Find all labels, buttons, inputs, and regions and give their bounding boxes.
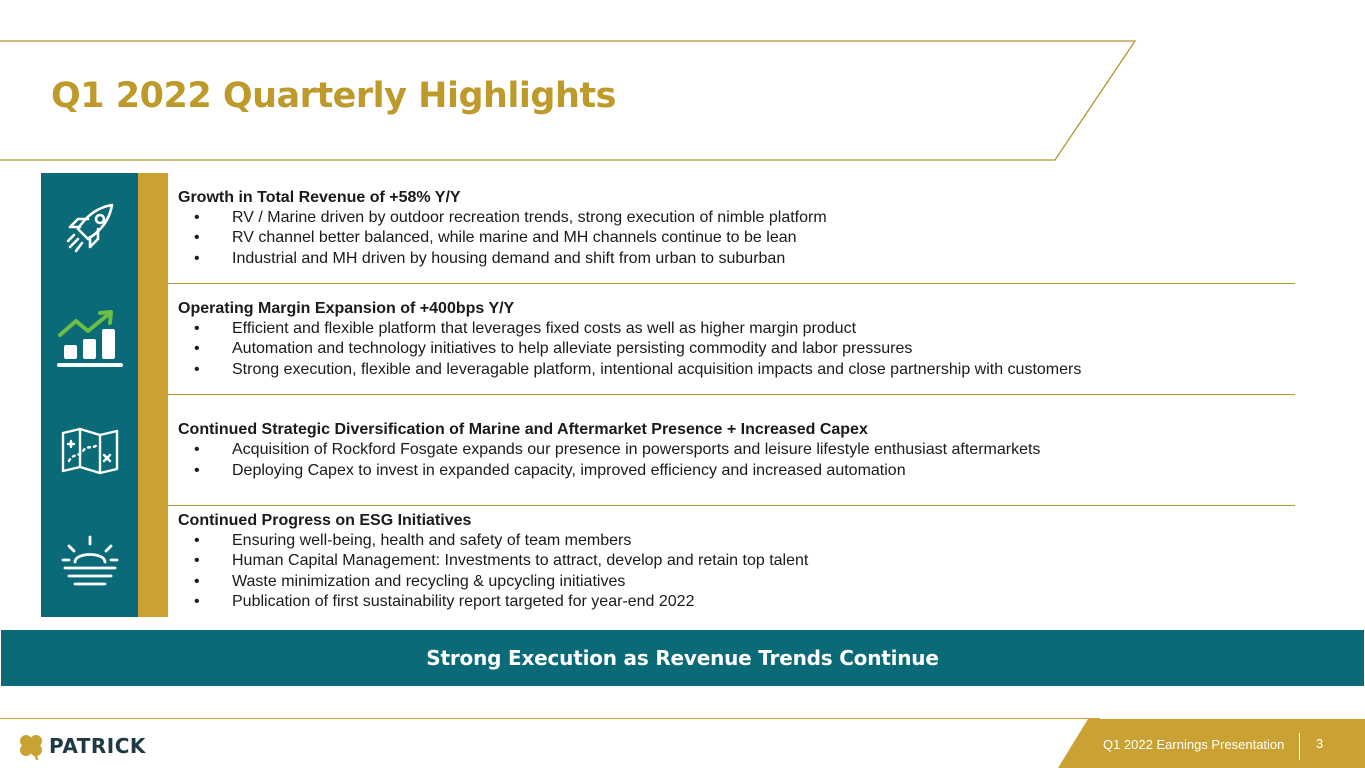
accent-bar bbox=[138, 395, 168, 506]
bullet-dot: • bbox=[194, 441, 200, 458]
bullet-dot: • bbox=[194, 531, 200, 549]
bullet-item bbox=[178, 228, 1295, 249]
bullet-text: Strong execution, flexible and leveragable platform, intentional acquisition impacts and close partnership with customers bbox=[232, 360, 1082, 378]
bullet-dot: • bbox=[194, 319, 200, 337]
bullet-dot: • bbox=[194, 208, 200, 226]
bullet-text: Ensuring well-being, health and safety of team members bbox=[232, 531, 632, 549]
icon-panel bbox=[41, 173, 138, 284]
bullet-dot: • bbox=[194, 360, 200, 378]
bullet-text: Acquisition of Rockford Fosgate expands our presence in powersports and leisure lifestyle enthusiast aftermarkets bbox=[232, 441, 1041, 458]
bullet-item bbox=[178, 572, 1295, 593]
icon-panel bbox=[41, 284, 138, 395]
highlight-row-revenue bbox=[41, 173, 1295, 284]
bullet-item bbox=[178, 531, 1295, 552]
row-heading: Continued Strategic Diversification of Marine and Aftermarket Presence + Increased Capex bbox=[178, 421, 868, 438]
bullet-item bbox=[178, 461, 1295, 482]
accent-bar bbox=[138, 173, 168, 284]
slide-title: Q1 2022 Quarterly Highlights bbox=[51, 76, 616, 116]
bullet-text: RV / Marine driven by outdoor recreation trends, strong execution of nimble platform bbox=[232, 208, 827, 226]
row-heading: Continued Progress on ESG Initiatives bbox=[178, 511, 472, 529]
row-content bbox=[178, 284, 1295, 395]
bullet-item bbox=[178, 319, 1295, 340]
highlight-row-margin bbox=[41, 284, 1295, 395]
bullet-item bbox=[178, 440, 1295, 461]
bullet-dot: • bbox=[194, 461, 200, 479]
bullet-list bbox=[178, 440, 1295, 481]
bullet-dot: • bbox=[194, 249, 200, 267]
bullet-text: Waste minimization and recycling & upcycling initiatives bbox=[232, 572, 626, 590]
bullet-list bbox=[178, 208, 1295, 270]
page-number: 3 bbox=[1316, 736, 1324, 751]
bullet-text: Deploying Capex to invest in expanded capacity, improved efficiency and increased automation bbox=[232, 461, 906, 479]
row-heading: Operating Margin Expansion of +400bps Y/Y bbox=[178, 299, 515, 317]
banner-text: Strong Execution as Revenue Trends Continue bbox=[426, 646, 939, 670]
highlights-list bbox=[41, 173, 1295, 617]
highlight-row-esg bbox=[41, 506, 1295, 617]
growth-chart-icon bbox=[54, 309, 126, 371]
accent-bar bbox=[138, 506, 168, 617]
bullet-dot: • bbox=[194, 229, 200, 247]
bullet-text: Human Capital Management: Investments to attract, develop and retain top talent bbox=[232, 552, 809, 569]
bullet-item bbox=[178, 551, 1295, 572]
map-icon bbox=[59, 427, 121, 475]
bullet-dot: • bbox=[194, 572, 200, 590]
bullet-item bbox=[178, 360, 1295, 381]
company-logo bbox=[17, 732, 146, 760]
bullet-text: Efficient and flexible platform that leverages fixed costs as well as higher margin product bbox=[232, 319, 857, 337]
presentation-label: Q1 2022 Earnings Presentation bbox=[1103, 737, 1285, 752]
bullet-item bbox=[178, 339, 1295, 360]
bullet-text: Automation and technology initiatives to help alleviate persisting commodity and labor pressures bbox=[232, 340, 913, 358]
accent-bar bbox=[138, 284, 168, 395]
icon-panel bbox=[41, 395, 138, 506]
bullet-item bbox=[178, 592, 1295, 613]
bullet-text: Industrial and MH driven by housing demand and shift from urban to suburban bbox=[232, 249, 786, 267]
summary-banner bbox=[1, 630, 1364, 686]
bullet-dot: • bbox=[194, 340, 200, 358]
bullet-dot: • bbox=[194, 593, 200, 610]
bullet-dot: • bbox=[194, 552, 200, 569]
sunrise-icon bbox=[59, 534, 121, 590]
bullet-text: Publication of first sustainability report targeted for year-end 2022 bbox=[232, 593, 695, 610]
bullet-item bbox=[178, 208, 1295, 229]
bullet-list bbox=[178, 531, 1295, 613]
highlight-row-diversification bbox=[41, 395, 1295, 506]
row-heading: Growth in Total Revenue of +58% Y/Y bbox=[178, 188, 461, 206]
bullet-text: RV channel better balanced, while marine and MH channels continue to be lean bbox=[232, 229, 797, 247]
row-content bbox=[178, 506, 1295, 617]
row-content bbox=[178, 173, 1295, 284]
row-content bbox=[178, 395, 1295, 506]
rocket-icon bbox=[60, 199, 120, 259]
footer-rule bbox=[0, 718, 1100, 719]
clover-icon bbox=[17, 732, 45, 760]
bullet-list bbox=[178, 319, 1295, 381]
logo-wordmark: PATRICK bbox=[49, 734, 146, 758]
footer-separator bbox=[1299, 733, 1300, 760]
icon-panel bbox=[41, 506, 138, 617]
bullet-item bbox=[178, 249, 1295, 270]
